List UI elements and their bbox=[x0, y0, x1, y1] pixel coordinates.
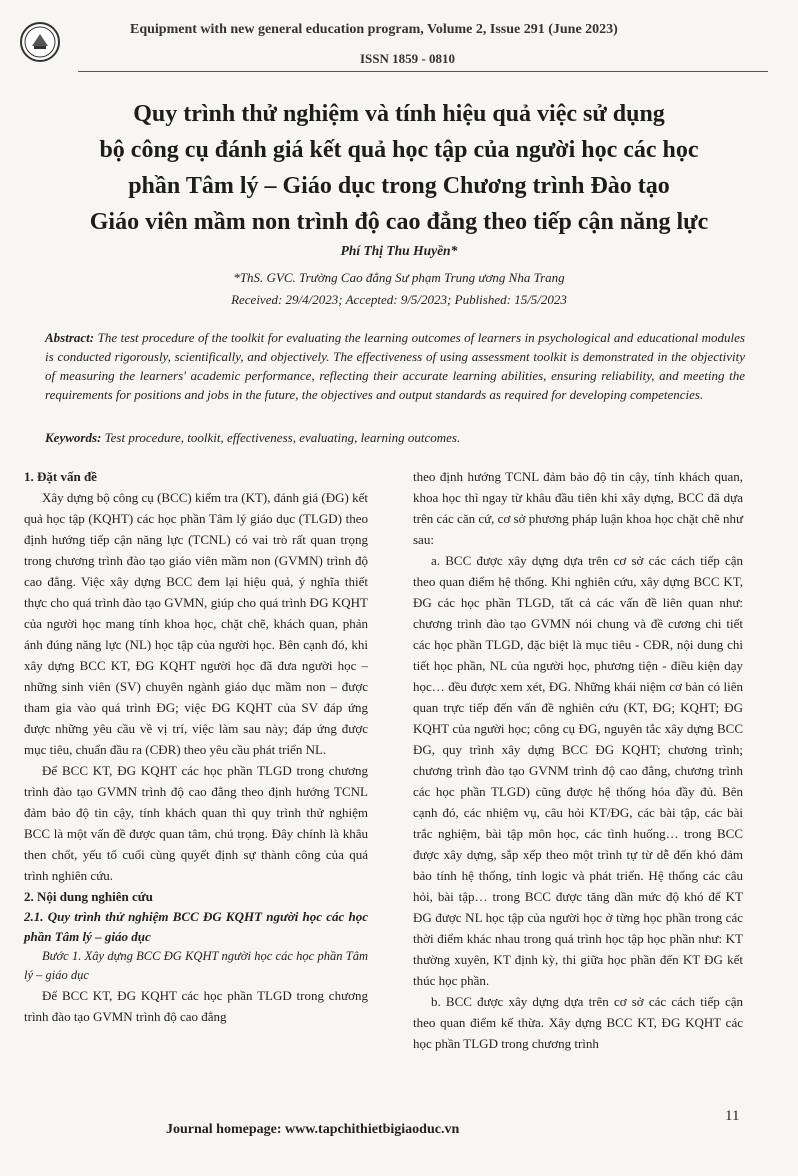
abstract-text: The test procedure of the toolkit for evaluating the learning outcomes of learners in psychological and educational modules is conducted rigorously, scientifically, and objectively. The effectiveness of using assessment toolkit is demonstrated in the objectivity of measuring the learners' academic performance, reflecting their accurate learning abilities, ensuring reliability, and meeting the requirements for positions and jobs in the future, the objectives and output standards as required for developing competencies. bbox=[45, 330, 745, 402]
page-number: 11 bbox=[725, 1108, 740, 1124]
journal-seal-icon bbox=[20, 22, 60, 62]
paragraph: a. BCC được xây dựng dựa trên cơ sở các cách tiếp cận theo quan điểm hệ thống. Khi nghiên cứu, xây dựng BCC KT, ĐG các học phần TLGD, tất cả các vấn đề liên quan như: chương trình đào tạo GVMN nói chung và đề cương chi tiết các học phần TLGD, đặc biệt là mục tiêu - CĐR, nội dung chi tiết học phần, NL của người học, phương tiện - điều kiện dạy học… đều được xem xét, ĐG. Những khái niệm cơ bản có liên quan trực tiếp đến vấn đề nghiên cứu (KT, ĐG; KQHT; ĐG KQHT của người học; công cụ ĐG, nguyên tắc xây dựng BCC ĐG, quy trình xây dựng BCC ĐG KQHT; chương trình; chương trình đào tạo GVNM trình độ cao đẳng, chương trình các học phần TLGD) cũng được hệ thống hóa đầy đủ. Bên cạnh đó, các nhiệm vụ, câu hỏi KT/ĐG, các bài tập, các bài trắc nghiệm, bài tập môn học, các tình huống… trong BCC được xây dựng, sắp xếp theo một trình tự từ dễ đến khó đảm bảo tính hệ thống, tính logic và phát triển. Hệ thống các câu hỏi, bài tập… trong BCC được tăng dần mức độ khó để KT ĐG được NL học tập của người học ở từng học phần trong các thời điểm khác nhau trong quá trình học tập học phần như: KT thường xuyên, KT định kỳ, thi giữa học phần đến KT ĐG kết thúc học phần. bbox=[413, 553, 743, 988]
title-line: Giáo viên mầm non trình độ cao đẳng theo tiếp cận năng lực bbox=[89, 209, 709, 235]
journal-header: Equipment with new general education program, Volume 2, Issue 291 (June 2023) bbox=[130, 22, 618, 37]
header-divider bbox=[78, 71, 768, 72]
issn: ISSN 1859 - 0810 bbox=[360, 51, 455, 66]
publication-dates: Received: 29/4/2023; Accepted: 9/5/2023; Published: 15/5/2023 bbox=[231, 292, 567, 307]
paragraph: Để BCC KT, ĐG KQHT các học phần TLGD trong chương trình đào tạo GVMN trình độ cao đẳng bbox=[24, 988, 368, 1024]
section-heading: 1. Đặt vấn đề bbox=[24, 469, 97, 484]
subsection-heading: 2.1. Quy trình thử nghiệm BCC ĐG KQHT người học các học phần Tâm lý – giáo dục bbox=[24, 909, 368, 944]
paragraph: b. BCC được xây dựng dựa trên cơ sở các cách tiếp cận theo quan điểm kế thừa. Xây dựng BCC KT, ĐG KQHT các học phần TLGD trong chương trình bbox=[413, 994, 743, 1051]
title-line: phần Tâm lý – Giáo dục trong Chương trình Đào tạo bbox=[128, 173, 670, 199]
author-name: Phí Thị Thu Huyền* bbox=[340, 243, 458, 258]
abstract bbox=[45, 328, 745, 404]
step-heading: Bước 1. Xây dựng BCC ĐG KQHT người học các học phần Tâm lý – giáo dục bbox=[24, 949, 368, 982]
section-heading: 2. Nội dung nghiên cứu bbox=[24, 889, 153, 904]
paragraph: Để BCC KT, ĐG KQHT các học phần TLGD trong chương trình đào tạo GVMN trình độ cao đẳng theo định hướng TCNL đảm bảo độ tin cậy, tính khách quan thì quy trình thử nghiệm BCC là một vấn đề được quan tâm, chú trọng. Đây chính là khâu then chốt, yếu tố cuối cùng quyết định sự thành công của quá trình nghiên cứu. bbox=[24, 763, 368, 883]
author-affiliation: *ThS. GVC. Trường Cao đẳng Sư phạm Trung ương Nha Trang bbox=[233, 270, 565, 285]
left-column bbox=[24, 466, 368, 1027]
abstract-label: Abstract: bbox=[45, 330, 95, 345]
paragraph: Xây dựng bộ công cụ (BCC) kiểm tra (KT), đánh giá (ĐG) kết quả học tập (KQHT) các học phần Tâm lý giáo dục (TLGD) theo định hướng tiếp cận năng lực (TCNL) có vai trò rất quan trọng trong chương trình đào tạo giáo viên mầm non (GVMN) trình độ cao đẳng. Việc xây dựng BCC đem lại hiệu quả, ý nghĩa thiết thực cho quá trình đào tạo GVMN, giúp cho quá trình ĐG KQHT của người học mang tính khoa học, chặt chẽ, khách quan, phản ánh đúng năng lực (NL) học tập của người học. Bên cạnh đó, khi xây dựng BCC KT, ĐG KQHT người học đã đưa người học – những sinh viên (SV) chuyên ngành giáo dục mầm non – được tham gia vào quá trình ĐG; việc ĐG KQHT của SV đáp ứng được những yêu cầu về vị trí, việc làm sau này; đáp ứng được mục tiêu, chuẩn đầu ra (CĐR) theo yêu cầu phát triển NL. bbox=[24, 490, 368, 757]
title-line: bộ công cụ đánh giá kết quả học tập của người học các học bbox=[99, 137, 699, 163]
paragraph: theo định hướng TCNL đảm bảo độ tin cậy, tính khách quan, khoa học thì ngay từ khâu đầu tiên khi xây dựng, BCC đã dựa trên các căn cứ, cơ sở phương pháp luận khoa học chặt chẽ như sau: bbox=[413, 469, 743, 547]
paper-title bbox=[20, 96, 778, 240]
keywords bbox=[45, 430, 745, 446]
right-column bbox=[413, 466, 743, 1054]
keywords-text: Test procedure, toolkit, effectiveness, evaluating, learning outcomes. bbox=[104, 430, 461, 445]
journal-homepage: Journal homepage: www.tapchithietbigiaoduc.vn bbox=[166, 1122, 460, 1137]
title-line: Quy trình thử nghiệm và tính hiệu quả việc sử dụng bbox=[133, 101, 665, 127]
keywords-label: Keywords: bbox=[45, 430, 102, 445]
